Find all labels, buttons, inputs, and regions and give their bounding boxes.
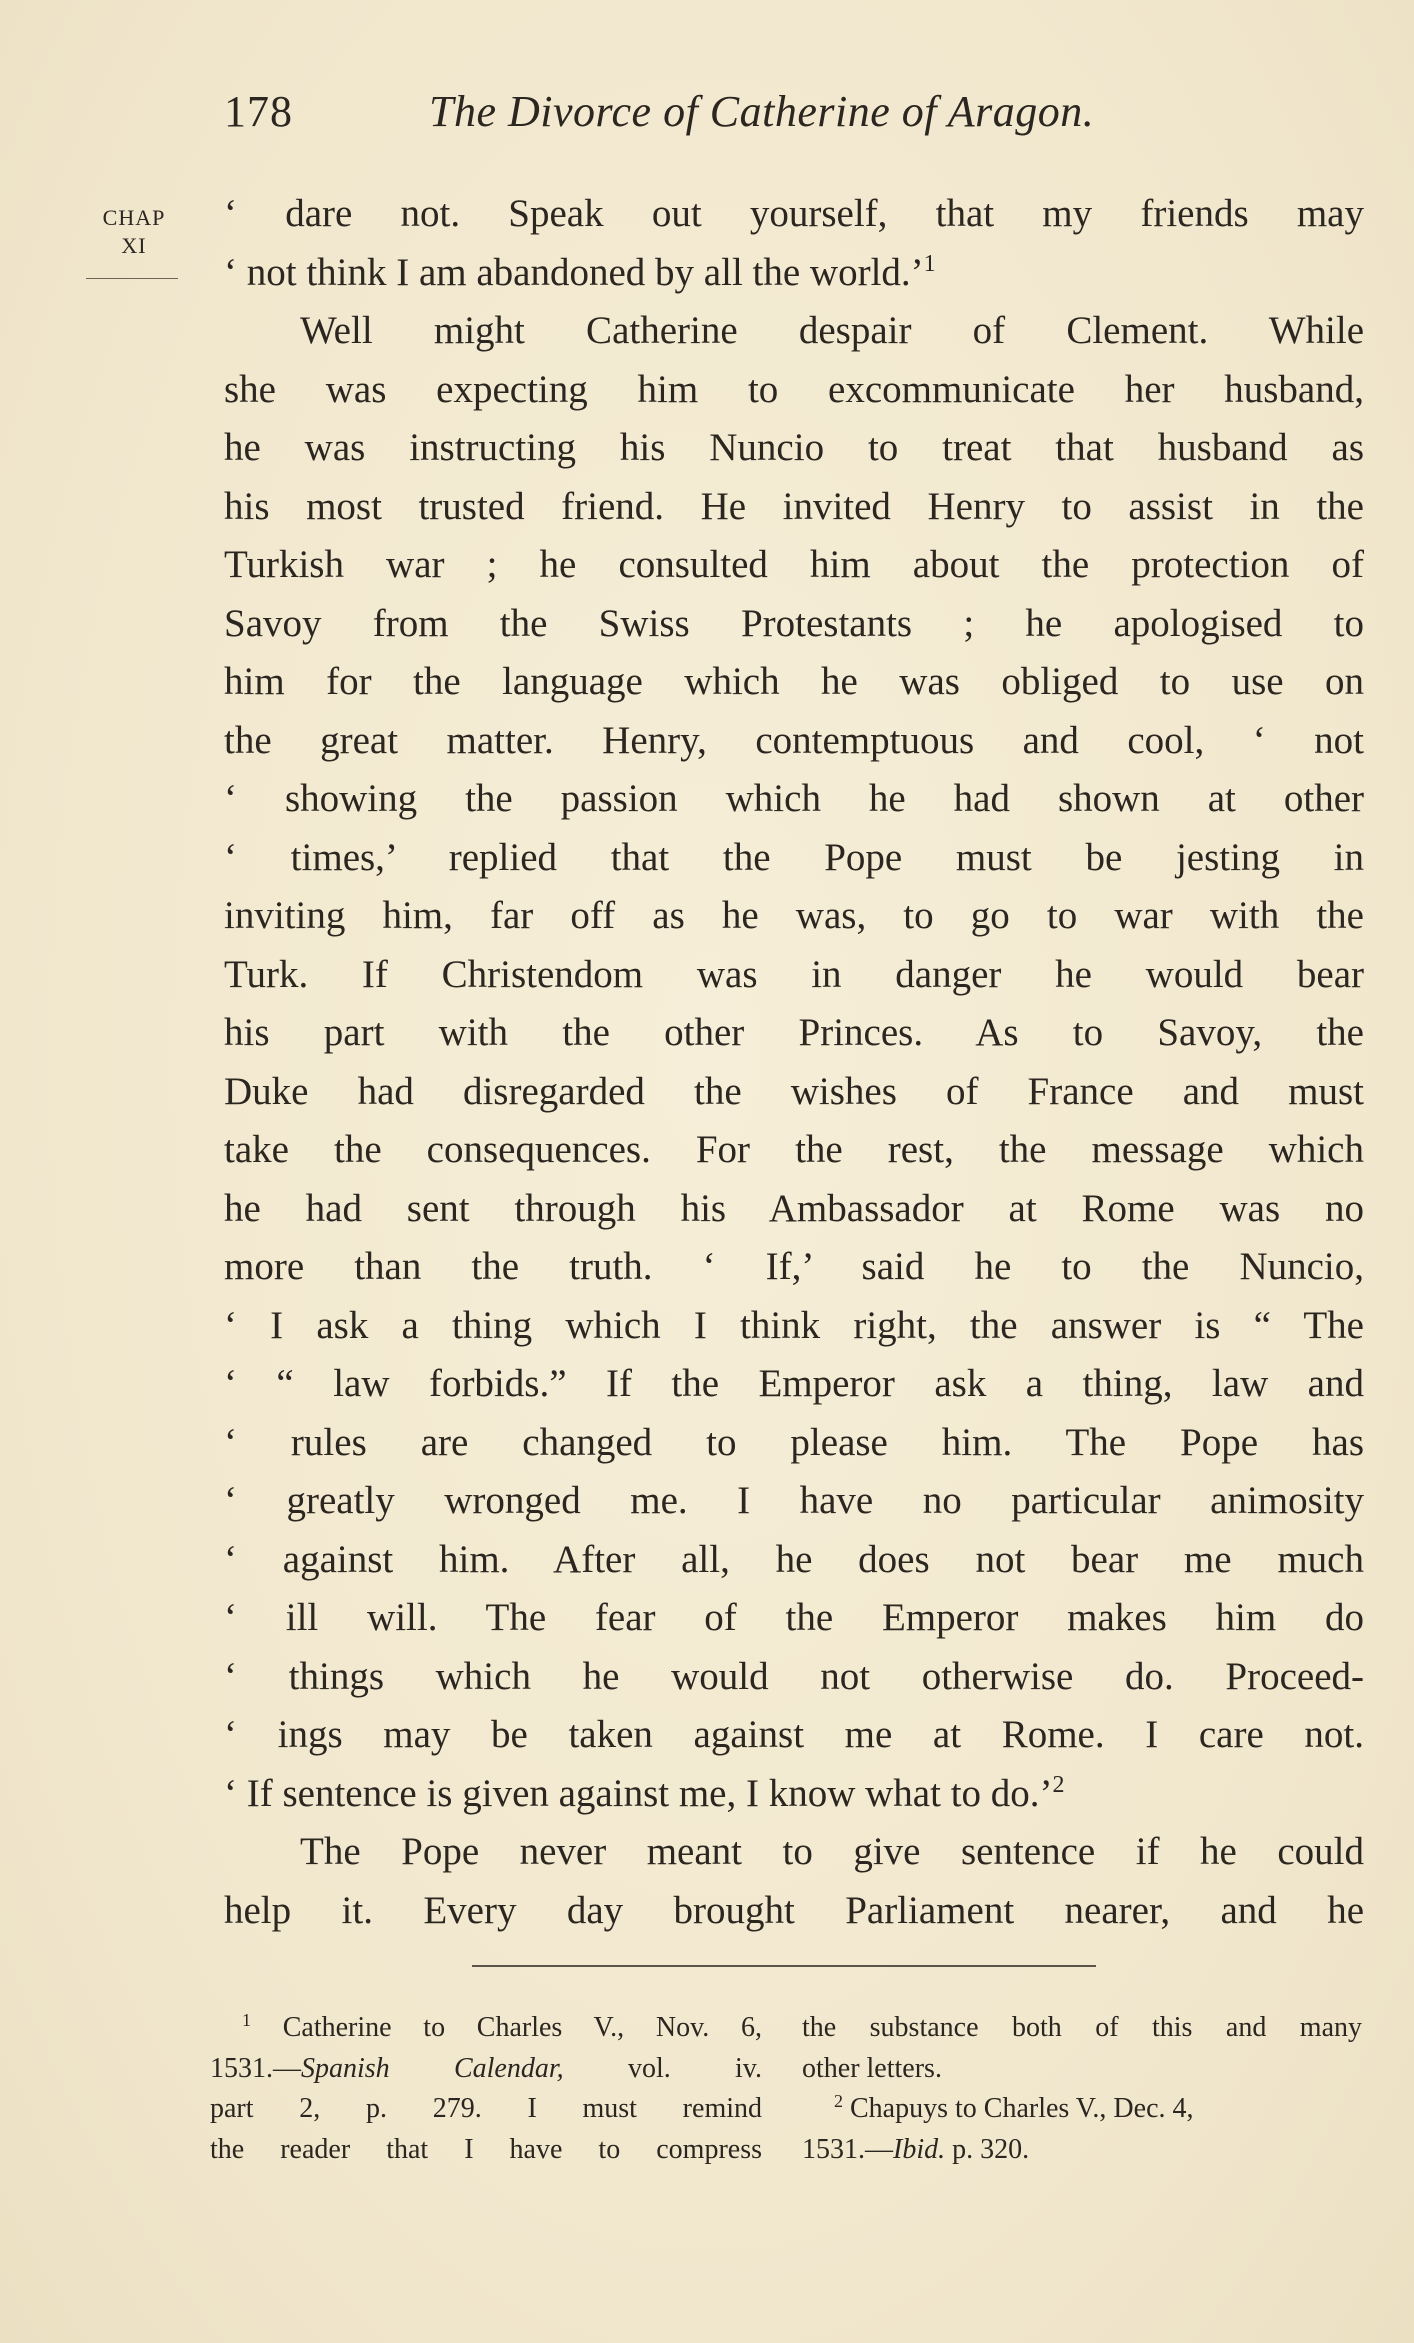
footnote-source-title: Ibid. [893, 2133, 946, 2165]
body-line: ‘ showing the passion which he had shown at other [224, 777, 1364, 820]
footnote-text: Chapuys to Charles V., Dec. 4, [850, 2093, 1194, 2124]
footnote-text: p. 320. [945, 2133, 1030, 2165]
footnote-ref-1: 1 [923, 250, 936, 277]
chapter-number: XI [121, 233, 147, 258]
paragraph-first-line: The Pope never meant to give sentence if he could [300, 1830, 1364, 1873]
body-line-with-footnote [224, 244, 1364, 303]
body-line: more than the truth. ‘ If,’ said he to the Nuncio, [224, 1245, 1364, 1288]
body-line: ‘ “ law forbids.” If the Emperor ask a thing, law and [224, 1362, 1364, 1405]
footnote-text: 1531.— [210, 2052, 301, 2084]
body-line: his part with the other Princes. As to Savoy, the [224, 1011, 1364, 1054]
body-line: ‘ ings may be taken against me at Rome. I care not. [224, 1713, 1364, 1756]
body-line: ‘ rules are changed to please him. The Pope has [224, 1420, 1364, 1464]
body-line: Savoy from the Swiss Protestants ; he apologised to [224, 601, 1364, 645]
footnote-source-title: Spanish Calendar, [301, 2052, 564, 2084]
footnote-1-line [210, 2049, 762, 2090]
footnote-separator [472, 1965, 1096, 1967]
footnote-2-line [802, 2089, 1362, 2130]
chapter-label: CHAP [102, 205, 166, 230]
page-number: 178 [224, 87, 293, 136]
footnote-text: 1531.— [802, 2133, 893, 2165]
footnote-1-line: other letters. [802, 2052, 942, 2084]
footnote-1-line [210, 2008, 762, 2049]
body-line: Turkish war ; he consulted him about the protection of [224, 543, 1364, 586]
footnote-column-left [210, 2008, 762, 2170]
body-line: ‘ dare not. Speak out yourself, that my friends may [224, 192, 1364, 235]
body-line: he was instructing his Nuncio to treat that husband as [224, 426, 1364, 469]
footnote-1-line: the reader that I have to compress [210, 2133, 762, 2165]
body-line-text: ‘ If sentence is given against me, I know what to do.’ [224, 1771, 1053, 1815]
body-line: Duke had disregarded the wishes of France and must [224, 1069, 1364, 1113]
footnote-1-line: part 2, p. 279. I must remind [210, 2093, 762, 2124]
chapter-margin-note [86, 204, 182, 279]
footnote-1-line: the substance both of this and many [802, 2012, 1362, 2043]
footnote-1-marker: 1 [242, 2010, 251, 2030]
body-line: ‘ ill will. The fear of the Emperor makes him do [224, 1596, 1364, 1639]
body-line: she was expecting him to excommunicate her husband, [224, 367, 1364, 411]
body-line: inviting him, far off as he was, to go to war with the [224, 894, 1364, 937]
body-line: help it. Every day brought Parliament nearer, and he [224, 1888, 1364, 1932]
footnote-ref-2: 2 [1052, 1771, 1065, 1798]
paragraph-first-line: Well might Catherine despair of Clement. While [300, 309, 1364, 352]
page-header [224, 82, 1364, 142]
body-line: ‘ against him. After all, he does not bear me much [224, 1537, 1364, 1581]
body-line: his most trusted friend. He invited Henry to assist in the [224, 484, 1364, 528]
body-line: Turk. If Christendom was in danger he would bear [224, 952, 1364, 996]
body-line: him for the language which he was obliged to use on [224, 660, 1364, 703]
footnote-text: vol. iv. [563, 2052, 762, 2084]
body-line: the great matter. Henry, contemptuous and cool, ‘ not [224, 718, 1364, 762]
body-line: take the consequences. For the rest, the message which [224, 1128, 1364, 1171]
body-line: ‘ times,’ replied that the Pope must be jesting in [224, 835, 1364, 879]
footnote-2-marker: 2 [834, 2091, 843, 2111]
footnote-text: Catherine to Charles V., Nov. 6, [282, 2012, 763, 2043]
footnote-column-right [802, 2008, 1362, 2170]
body-line: ‘ greatly wronged me. I have no particular animosity [224, 1479, 1364, 1522]
footnote-2-line [802, 2130, 1362, 2171]
body-line-with-footnote [224, 1765, 1364, 1824]
running-title: The Divorce of Catherine of Aragon. [429, 87, 1095, 136]
body-text [224, 185, 1364, 1940]
body-line: he had sent through his Ambassador at Rome was no [224, 1186, 1364, 1230]
margin-rule [86, 278, 178, 279]
body-line: ‘ things which he would not otherwise do. Proceed- [224, 1654, 1364, 1698]
body-line: ‘ I ask a thing which I think right, the answer is “ The [224, 1303, 1364, 1347]
body-line-text: ‘ not think I am abandoned by all the world.’ [224, 250, 924, 294]
